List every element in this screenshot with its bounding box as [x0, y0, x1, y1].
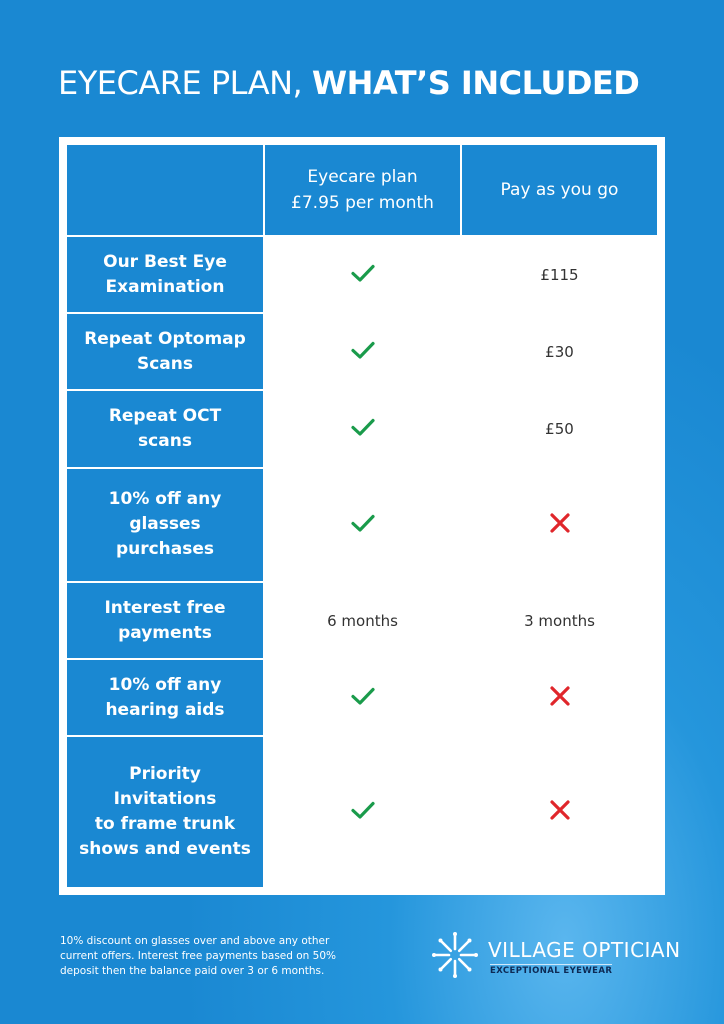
check-icon — [349, 413, 377, 441]
row-label — [66, 236, 264, 313]
brand-logo — [432, 930, 692, 982]
table-row — [66, 236, 658, 313]
header-row — [66, 144, 658, 236]
footnote — [60, 934, 360, 979]
row-label-line: Examination — [105, 276, 225, 297]
row-label-line: Our Best Eye — [103, 251, 227, 272]
check-icon — [349, 796, 377, 824]
pay-as-you-go-value: 3 months — [461, 582, 658, 659]
footnote-line: deposit then the balance paid over 3 or 6 months. — [60, 965, 325, 977]
row-label-line: to frame trunk — [94, 814, 236, 835]
cross-icon — [546, 796, 574, 824]
footnote-line: 10% discount on glasses over and above any other — [60, 935, 330, 947]
title-part-bold: WHAT’S INCLUDED — [311, 64, 640, 102]
row-label-line: purchases — [115, 539, 215, 560]
row-label-line: Priority Invitations — [113, 764, 217, 810]
eyecare-plan-cell — [264, 659, 461, 736]
row-label-line: 10% off any — [108, 674, 222, 695]
row-label-line: shows and events — [79, 839, 251, 860]
row-label-line: hearing aids — [105, 699, 225, 720]
table-row — [66, 313, 658, 390]
check-icon — [349, 336, 377, 364]
brand-name: VILLAGE OPTICIAN — [488, 938, 681, 962]
page-title — [58, 64, 698, 102]
comparison-table-container — [59, 137, 665, 895]
table-row — [66, 736, 658, 888]
row-label-line: Repeat Optomap — [84, 328, 246, 349]
table-row — [66, 659, 658, 736]
pay-as-you-go-cell — [461, 468, 658, 582]
comparison-table — [65, 143, 659, 889]
pay-as-you-go-cell — [461, 736, 658, 888]
pay-as-you-go-value: £115 — [461, 236, 658, 313]
header-eyecare-plan-line1: Eyecare plan — [307, 167, 418, 187]
row-label-line: Repeat OCT — [108, 406, 222, 427]
row-label-line: 10% off any glasses — [108, 489, 222, 535]
header-pay-as-you-go: Pay as you go — [461, 144, 658, 236]
row-label — [66, 468, 264, 582]
row-label — [66, 659, 264, 736]
eyecare-plan-cell — [264, 390, 461, 467]
eyecare-plan-cell — [264, 468, 461, 582]
row-label — [66, 736, 264, 888]
starburst-logo-icon — [432, 932, 478, 978]
row-label — [66, 313, 264, 390]
eyecare-plan-cell — [264, 736, 461, 888]
pay-as-you-go-value: £30 — [461, 313, 658, 390]
table-row — [66, 582, 658, 659]
title-part-light: EYECARE PLAN, — [58, 64, 312, 102]
pay-as-you-go-value: £50 — [461, 390, 658, 467]
row-label — [66, 582, 264, 659]
brand-tagline: EXCEPTIONAL EYEWEAR — [490, 966, 613, 976]
cross-icon — [546, 509, 574, 537]
table-row — [66, 468, 658, 582]
cross-icon — [546, 682, 574, 710]
row-label — [66, 390, 264, 467]
check-icon — [349, 682, 377, 710]
header-eyecare-plan-line2: £7.95 per month — [291, 193, 434, 213]
check-icon — [349, 259, 377, 287]
eyecare-plan-cell — [264, 236, 461, 313]
row-label-line: Scans — [136, 353, 193, 374]
eyecare-plan-cell — [264, 313, 461, 390]
row-label-line: payments — [118, 622, 212, 643]
footnote-line: current offers. Interest free payments based on 50% — [60, 950, 337, 962]
header-empty — [66, 144, 264, 236]
table-row — [66, 390, 658, 467]
eyecare-plan-value: 6 months — [264, 582, 461, 659]
check-icon — [349, 509, 377, 537]
pay-as-you-go-cell — [461, 659, 658, 736]
row-label-line: scans — [138, 431, 192, 452]
table-body — [66, 236, 658, 888]
row-label-line: Interest free — [104, 597, 226, 618]
header-eyecare-plan — [264, 144, 461, 236]
